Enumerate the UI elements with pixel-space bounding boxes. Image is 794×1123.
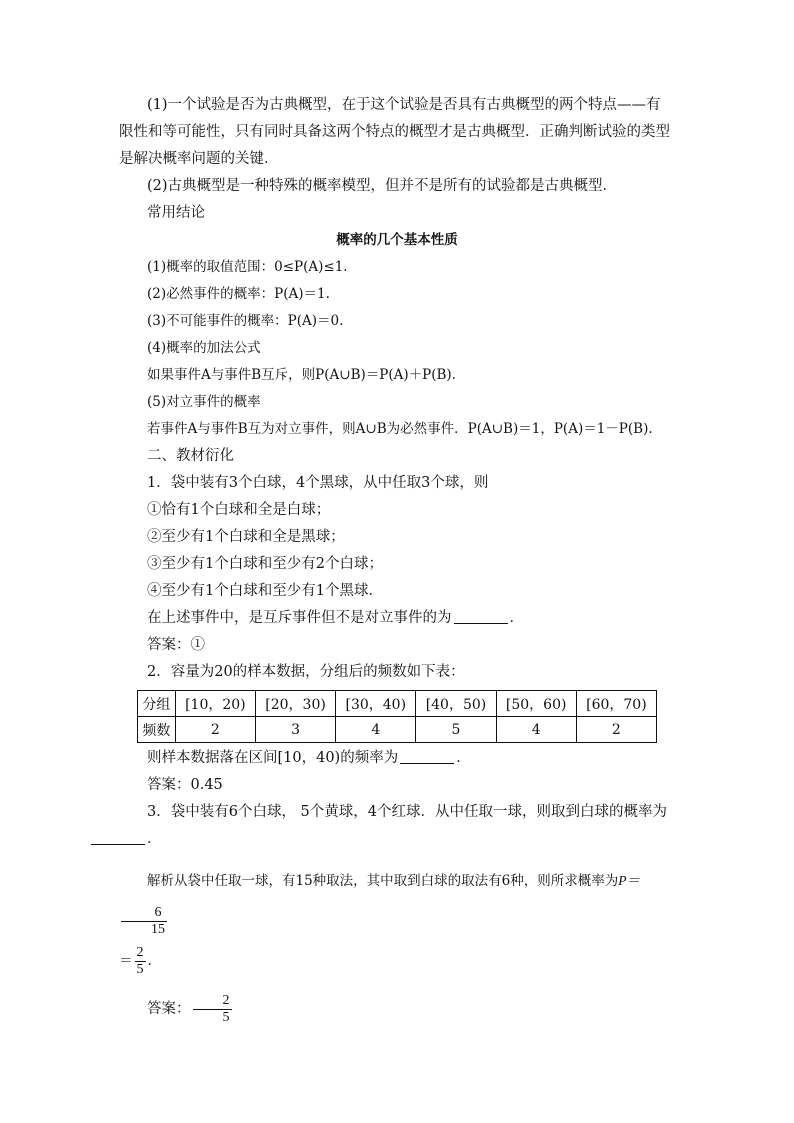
question-3-answer [119,989,675,1029]
property-3: (3)不可能事件的概率：P(A)＝0. [147,313,344,329]
property-5-body: 若事件A与事件B互为对立事件，则A∪B为必然事件．P(A∪B)＝1，P(A)＝1－P(B). [147,421,653,437]
frequency-table [137,690,657,743]
properties-title: 概率的几个基本性质 [336,232,458,248]
question-1-stem: 1．袋中装有3个白球，4个黑球，从中任取3个球，则 [147,475,489,491]
property-4: (4)概率的加法公式 [147,340,261,356]
table-cell: 2 [576,717,656,743]
table-row-header: 频数 [138,717,176,743]
question-1-option-2: ②至少有1个白球和全是黑球； [147,529,345,545]
question-3-stem-end: ． [147,831,162,847]
question-2-ask [119,745,675,772]
table-cell: 4 [496,717,576,743]
question-1-ask [119,605,675,632]
property-2: (2)必然事件的概率：P(A)＝1. [147,286,330,302]
table-cell: [40，50) [416,691,496,717]
question-2-ask-text: 则样本数据落在区间[10，40)的频率为 [147,750,399,766]
table-cell: [60，70) [576,691,656,717]
analysis-variable: P＝ [618,873,641,888]
answer-blank [91,830,145,845]
fraction-denominator: 15 [151,922,165,937]
fraction-2-5 [135,945,146,978]
property-4-body: 如果事件A与事件B互斥，则P(A∪B)＝P(A)＋P(B). [147,367,456,383]
analysis-text: 解析从袋中任取一球，有15种取法，其中取到白球的取法有6种，则所求概率为 [147,873,619,889]
answer-blank [454,609,508,624]
answer-label: 答案： [147,1001,191,1017]
intro-paragraph-2: (2)古典概型是一种特殊的概率模型，但并不是所有的试验都是古典概型． [147,178,618,194]
property-5: (5)对立事件的概率 [147,394,261,410]
table-row [138,717,657,743]
fraction-numerator: 6 [121,905,167,922]
section-heading: 二、教材衍化 [147,448,234,464]
fraction-denominator: 5 [136,962,144,977]
fraction-denominator: 5 [222,1009,230,1025]
table-row [138,691,657,717]
fraction-numerator: 2 [193,993,232,1010]
equals-sign: ＝ [119,953,133,969]
question-3-stem [119,799,675,853]
question-3-analysis [119,861,675,941]
table-cell: 3 [255,717,335,743]
answer-blank [400,749,454,764]
answer-fraction [193,993,232,1026]
table-cell: 5 [416,717,496,743]
question-3-stem-text: 3．袋中装有6个白球， 5个黄球，4个红球．从中任取一球，则取到白球的概率为 [147,804,668,820]
question-1-option-4: ④至少有1个白球和至少有1个黑球． [147,583,383,599]
question-1-answer: 答案：① [147,637,205,653]
question-1-ask-end: ． [509,610,524,626]
fraction-6-15 [121,905,167,938]
intro-paragraph-1: (1)一个试验是否为古典概型，在于这个试验是否具有古典概型的两个特点——有限性和等可能性，只有同时具备这两个特点的概型才是古典概型．正确判断试验的类型是解决概率问题的关键． [119,97,670,167]
question-1-ask-text: 在上述事件中，是互斥事件但不是对立事件的为 [147,610,452,626]
common-conclusion-heading: 常用结论 [147,205,205,221]
table-cell: [20，30) [255,691,335,717]
question-1-option-3: ③至少有1个白球和至少有2个白球； [147,556,383,572]
table-cell: [50，60) [496,691,576,717]
question-2-stem: 2．容量为20的样本数据，分组后的频数如下表： [147,664,465,680]
document-page [119,92,675,1029]
table-cell: [30，40) [336,691,416,717]
table-cell: 4 [336,717,416,743]
table-cell: [10，20) [175,691,255,717]
question-1-option-1: ①恰有1个白球和全是白球； [147,502,331,518]
question-3-analysis-cont: ＝ $\frac{2}{5}$ . [119,945,152,977]
fraction-numerator: 2 [136,945,144,960]
question-2-ask-end: ． [456,750,471,766]
table-cell: 2 [175,717,255,743]
property-1: (1)概率的取值范围：0≤P(A)≤1. [147,259,348,275]
table-row-header: 分组 [138,691,176,717]
question-2-answer: 答案：0.45 [147,777,223,793]
